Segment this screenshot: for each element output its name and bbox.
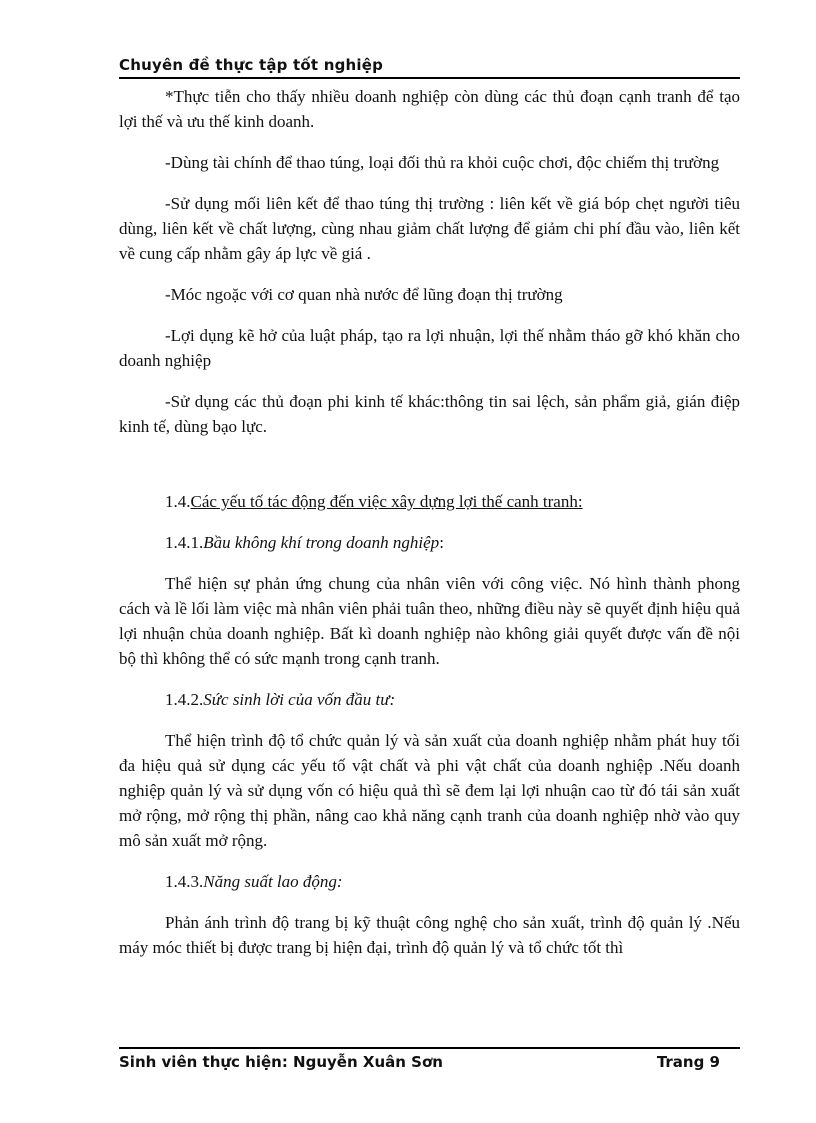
- footer-author: Sinh viên thực hiện: Nguyễn Xuân Sơn: [119, 1053, 443, 1071]
- paragraph-1-4-1: Thể hiện sự phản ứng chung của nhân viên với công việc. Nó hình thành phong cách và lề lối làm việc mà nhân viên phải tuân theo, những điều này sẽ quyết định hiệu quả lợi nhuận chủa doanh nghiệp. Bất kì doanh nghiệp nào không giải quyết được vấn đề nội bộ thì không thể có sức mạnh trong cạnh tranh.: [119, 574, 740, 668]
- subsection-title: Sức sinh lời của vốn đầu tư:: [203, 690, 396, 709]
- page-header: [119, 51, 740, 79]
- header-title: Chuyên đề thực tập tốt nghiệp: [119, 56, 384, 74]
- subsection-heading-1-4-1: [119, 530, 740, 555]
- paragraph-1-4-3: Phản ánh trình độ trang bị kỹ thuật công nghệ cho sản xuất, trình độ quản lý .Nếu máy móc thiết bị được trang bị hiện đại, trình độ quản lý và tổ chức tốt thì: [119, 913, 740, 957]
- subsection-colon: :: [439, 533, 444, 552]
- document-body: [119, 84, 740, 976]
- paragraph-1-4-2: Thể hiện trình độ tổ chức quản lý và sản xuất của doanh nghiệp nhằm phát huy tối đa hiệu quả sử dụng các yếu tố vật chất và phi vật chất của doanh nghiệp .Nếu doanh nghiệp quản lý và sử dụng vốn có hiệu quả thì sẽ đem lại lợi nhuận cao từ đó tái sản xuất mở rộng, mở rộng thị phần, nâng cao khả năng cạnh tranh của doanh nghiệp nhờ vào quy mô sản xuất mở rộng.: [119, 731, 740, 850]
- section-number: 1.4.: [165, 492, 191, 511]
- paragraph-bullet-finance: -Dùng tài chính để thao túng, loại đối thủ ra khỏi cuộc chơi, độc chiếm thị trường: [165, 153, 720, 172]
- subsection-heading-1-4-3: [119, 869, 740, 894]
- subsection-title: Năng suất lao động:: [203, 872, 343, 891]
- paragraph-bullet-linkage: -Sử dụng mối liên kết để thao túng thị trường : liên kết về giá bóp chẹt người tiêu dùng, liên kết về chất lượng, cùng nhau giảm chất lượng để giảm chi phí đầu vào, liên kết về cung cấp nhằm gây áp lực về giá .: [119, 194, 740, 263]
- paragraph-bullet-non-economic: -Sử dụng các thủ đoạn phi kinh tế khác:thông tin sai lệch, sản phẩm giả, gián điệp kinh tế, dùng bạo lực.: [119, 392, 740, 436]
- section-heading-1-4: [119, 489, 740, 514]
- section-title: Các yếu tố tác động đến việc xây dựng lợi thế canh tranh:: [190, 492, 583, 511]
- paragraph-intro: *Thực tiễn cho thấy nhiều doanh nghiệp còn dùng các thủ đoạn cạnh tranh để tạo lợi thế và ưu thế kinh doanh.: [119, 87, 740, 131]
- paragraph-bullet-collusion: -Móc ngoặc với cơ quan nhà nước để lũng đoạn thị trường: [165, 285, 563, 304]
- subsection-number: 1.4.2.: [165, 690, 204, 709]
- subsection-number: 1.4.3.: [165, 872, 204, 891]
- subsection-title: Bầu không khí trong doanh nghiệp: [203, 533, 440, 552]
- page-footer: [119, 1047, 740, 1079]
- subsection-heading-1-4-2: [119, 687, 740, 712]
- subsection-number: 1.4.1.: [165, 533, 204, 552]
- paragraph-bullet-loophole: -Lợi dụng kẽ hở của luật pháp, tạo ra lợi nhuận, lợi thế nhằm tháo gỡ khó khăn cho doanh nghiệp: [119, 326, 740, 370]
- page-number: Trang 9: [656, 1053, 720, 1071]
